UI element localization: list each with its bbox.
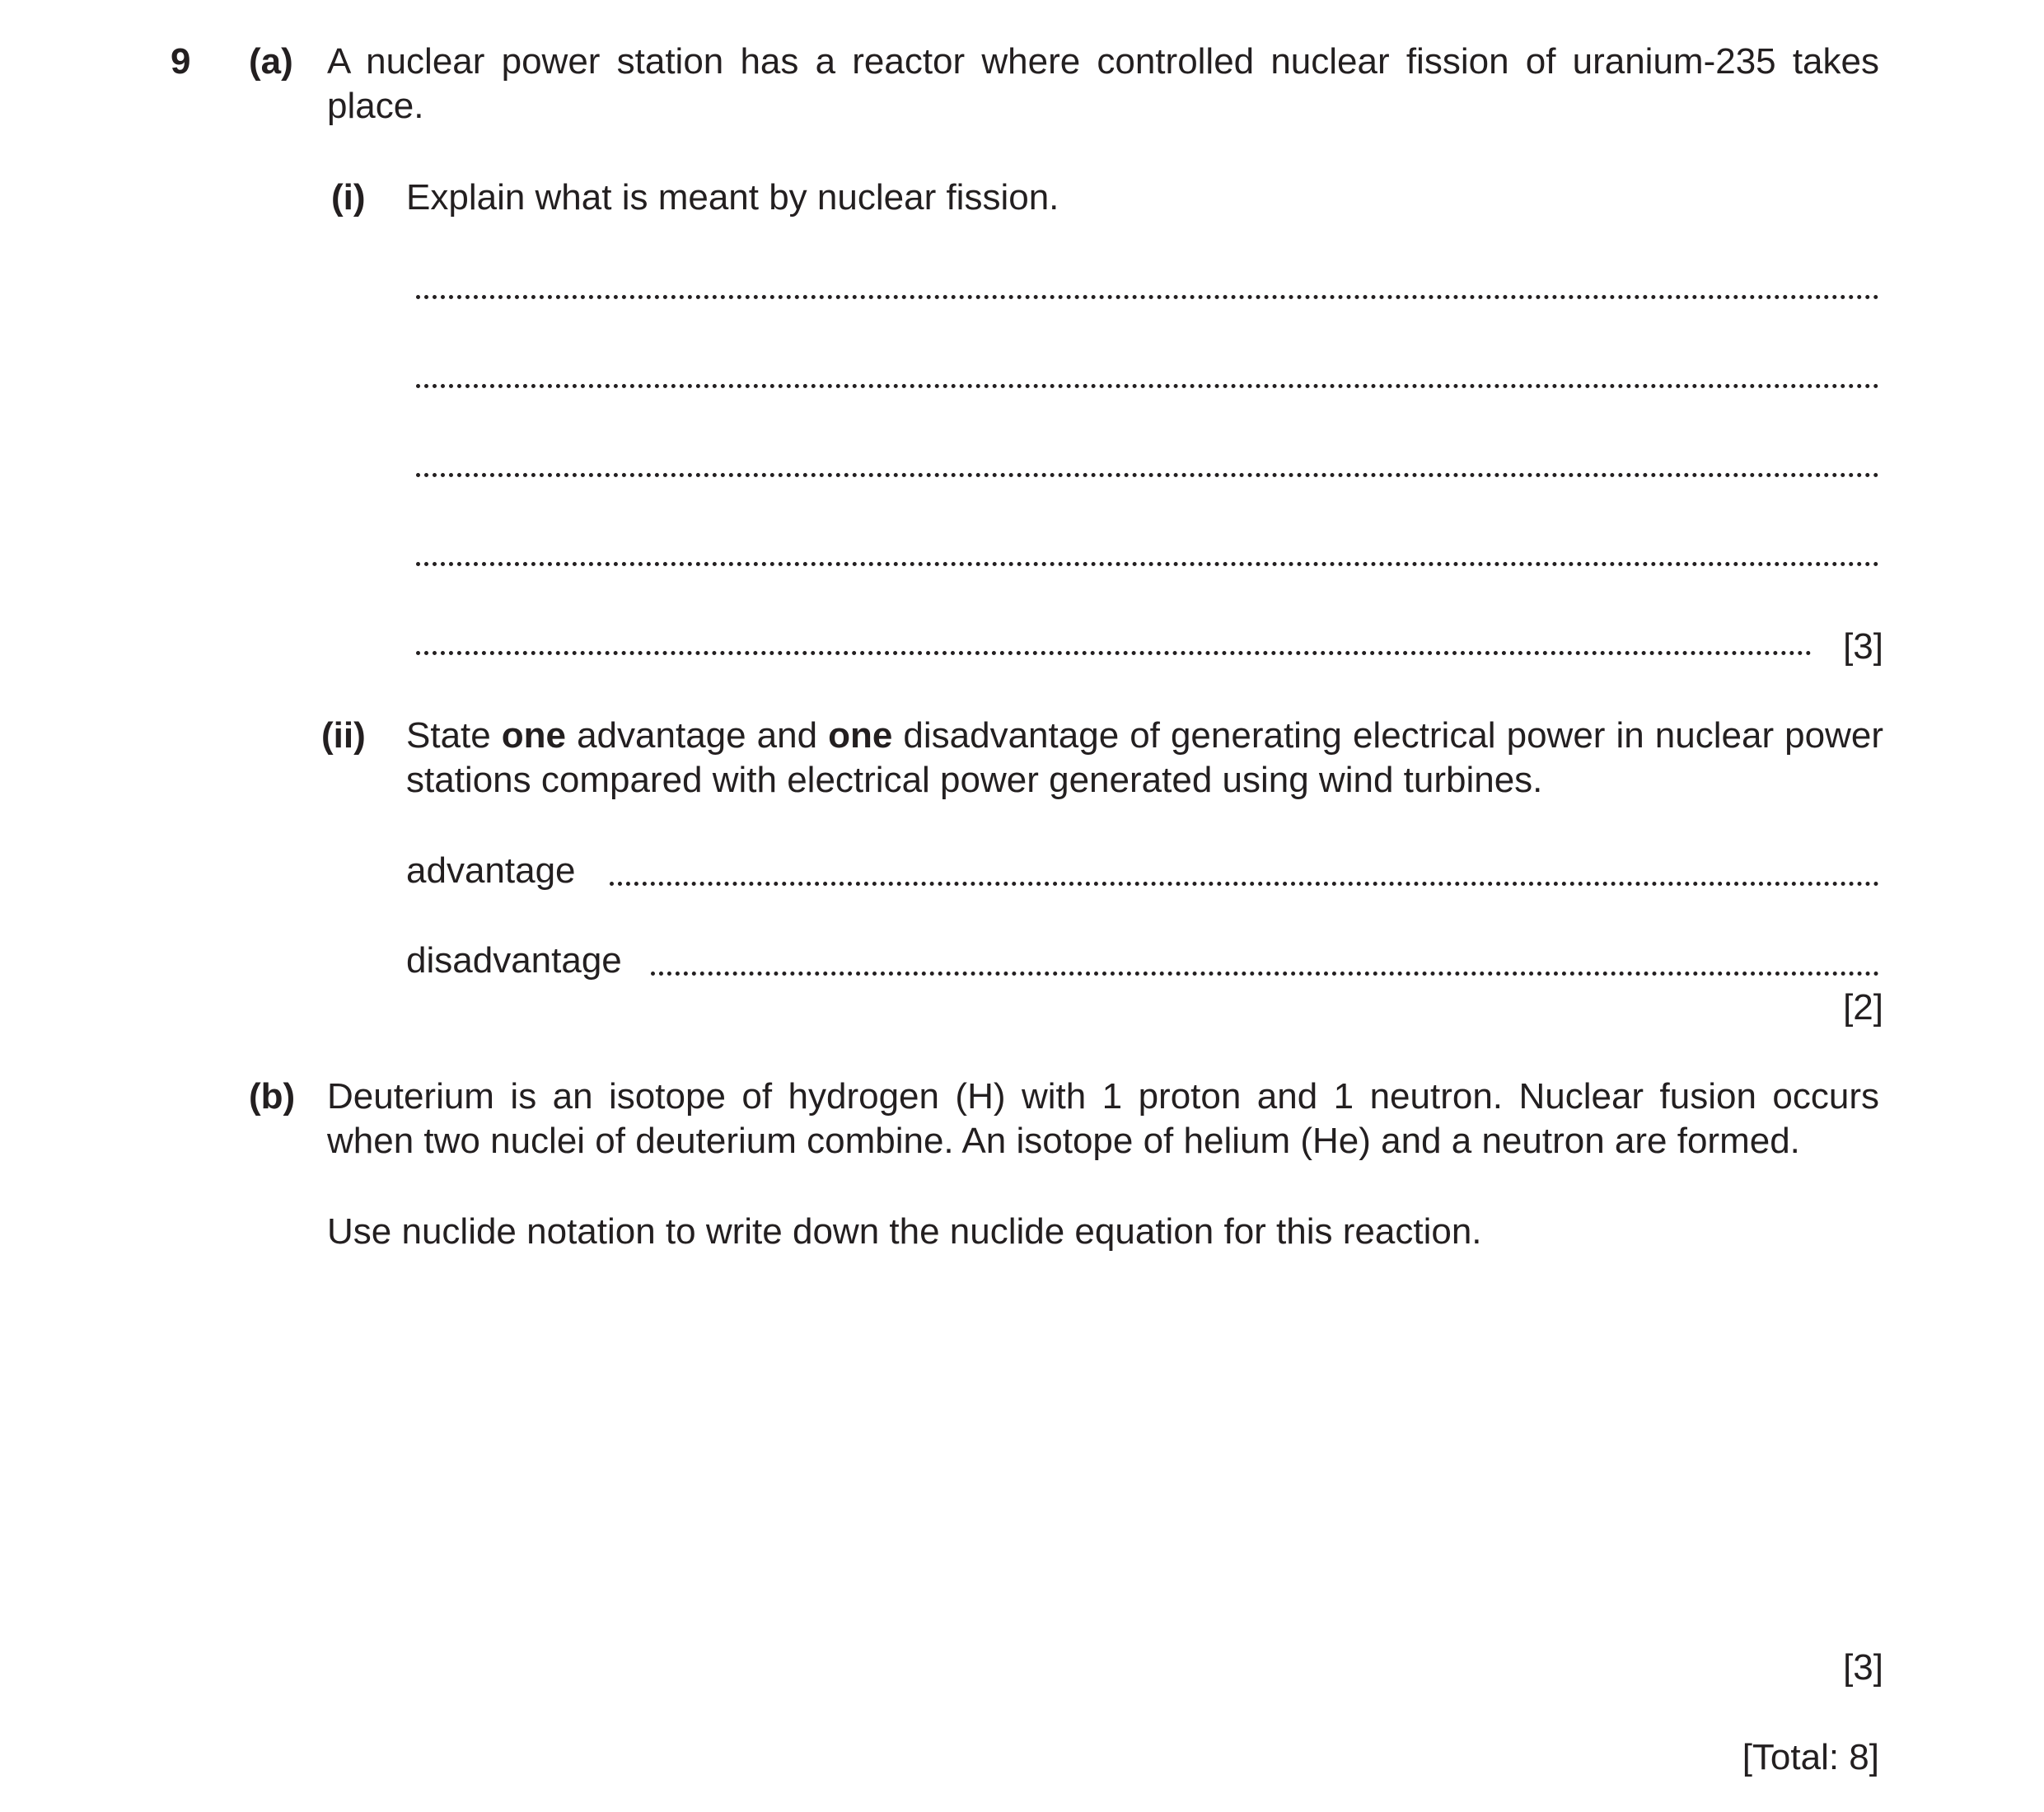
disadvantage-label: disadvantage <box>406 940 622 981</box>
emphasis-one: one <box>828 715 893 756</box>
advantage-answer-line[interactable] <box>610 882 1879 886</box>
answer-line[interactable] <box>416 473 1879 477</box>
sub-ii-question <box>406 714 1883 803</box>
part-b-instruction: Use nuclide notation to write down the nuclide equation for this reaction. <box>327 1211 1482 1252</box>
part-a-stem: A nuclear power station has a reactor where controlled nuclear fission of uranium-235 takes place. <box>327 41 1879 126</box>
answer-line[interactable] <box>416 295 1879 299</box>
sub-i-label: (i) <box>331 177 366 218</box>
part-a-label: (a) <box>249 41 293 82</box>
answer-line[interactable] <box>416 651 1812 655</box>
total-marks: [Total: 8] <box>1742 1737 1879 1777</box>
answer-line[interactable] <box>416 384 1879 388</box>
marks-ii: [2] <box>1843 987 1883 1028</box>
part-b-label: (b) <box>249 1076 296 1117</box>
question-number: 9 <box>171 41 191 82</box>
emphasis-one: one <box>501 715 567 756</box>
sub-i-question: Explain what is meant by nuclear fission. <box>406 177 1059 218</box>
disadvantage-answer-line[interactable] <box>651 972 1879 976</box>
advantage-label: advantage <box>406 850 576 891</box>
sub-ii-label: (ii) <box>321 715 366 756</box>
marks-i: [3] <box>1843 626 1883 667</box>
sub-ii-text-1: State <box>406 715 502 756</box>
part-b-text: Deuterium is an isotope of hydrogen (H) with 1 proton and 1 neutron. Nuclear fusion occurs when two nuclei of deuterium combine. An isotope of helium (He) and a neutron are formed. <box>327 1076 1879 1161</box>
sub-ii-text-2: advantage and <box>566 715 829 756</box>
marks-b: [3] <box>1843 1647 1883 1688</box>
answer-line[interactable] <box>416 562 1879 566</box>
answer-space-b[interactable] <box>327 1285 1879 1615</box>
sub-ii-text-3: disadvantage of generating electrical power in nuclear power stations compared with electrical power generated using wind turbines. <box>406 715 1883 800</box>
